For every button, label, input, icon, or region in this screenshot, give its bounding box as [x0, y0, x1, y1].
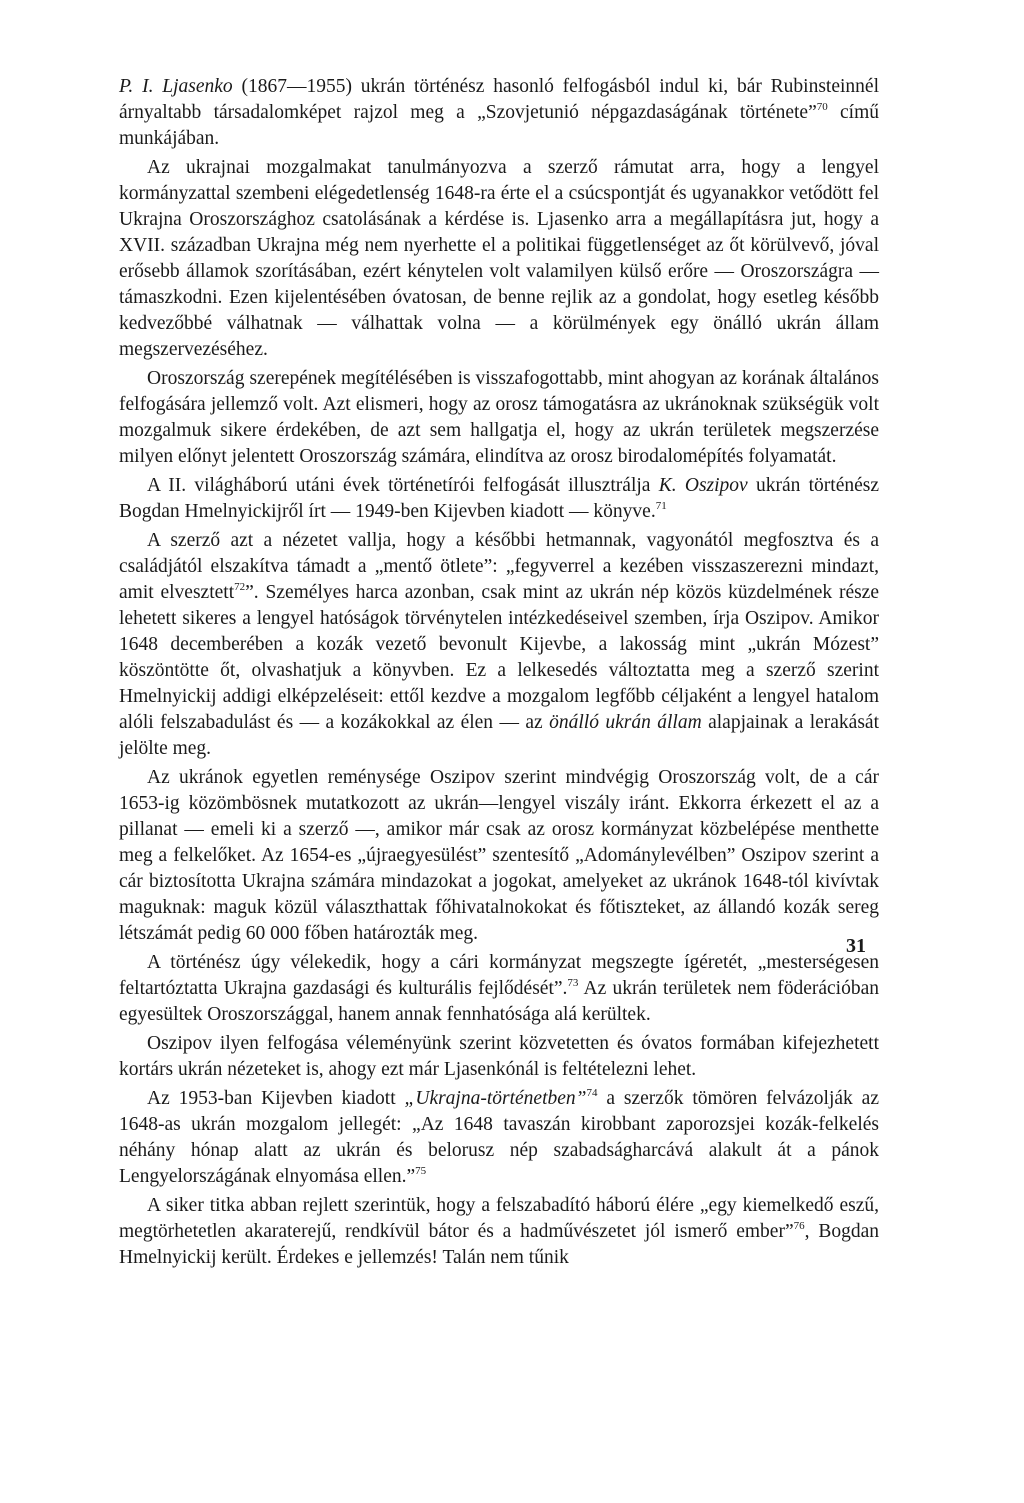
text-run: ukrán történész Bogdan Hmelnyickijről írt — 1949-ben Kijevben kiadott — könyve.: [119, 475, 880, 522]
text-run: alapjainak a lerakását jelölte meg.: [119, 712, 879, 759]
text-run: A történész úgy vélekedik, hogy a cári kormányzat megszegte ígéretét, „mesterségesen feltartóztatta Ukrajna gazdasági és kulturális fejlődését”.: [119, 952, 879, 999]
footnote-marker: 75: [415, 1165, 427, 1177]
text-run: (1867—1955) ukrán történész hasonló felfogásból indul ki, bár Rubinsteinnél árnyaltabb társadalomképet rajzol meg a „Szovjetunió népgazdaságának története”: [119, 76, 879, 123]
text-run: , Bogdan Hmelnyickij került. Érdekes e jellemzés! Talán nem tűnik: [119, 1221, 879, 1268]
text-run: A II. világháború utáni évek történetírói felfogását illusztrálja: [147, 475, 659, 496]
paragraph: [119, 1193, 879, 1271]
paragraph: [119, 1086, 879, 1190]
paragraph: [119, 366, 879, 470]
text-run: ”. Személyes harca azonban, csak mint az ukrán nép közös küzdelmének része lehetett sikeres a lengyel hatóságok törvénytelen intézkedéseivel szemben, írja Oszipov. Amikor 1648 decemberében a kozák vezető bevonult Kijevbe, a lakosság mint „ukrán Mózest” köszöntötte őt, olvashatjuk a könyvben. Ez a lelkesedés változtatta meg a szerző szerint Hmelnyickij addigi elképzeléseit: ettől kezdve a mozgalom legfőbb céljaként a lengyel hatalom alóli felszabadulást és — a kozákokkal az élen — az: [119, 582, 879, 733]
paragraph: [119, 528, 879, 762]
text-run: Az ukrán területek nem föderációban egyesültek Oroszországgal, hanem annak fennhatósága alá kerültek.: [119, 978, 879, 1025]
footnote-marker: 70: [816, 101, 828, 113]
page-number: 31: [846, 935, 866, 957]
footnote-marker: 72: [234, 581, 246, 593]
paragraph: [119, 473, 879, 525]
text-run: Az ukránok egyetlen reménysége Oszipov szerint mindvégig Oroszország volt, de a cár 1653-ig közömbösnek mutatkozott az ukrán—lengyel viszály iránt. Ekkorra érkezett el az a pillanat — emeli ki a szerző —, amikor már csak az orosz kormányzat közbelépése menthette meg a felkelőket. Az 1654-es „újraegyesülést” szentesítő „Adománylevélben” Oszipov szerint a cár biztosította Ukrajna számára mindazokat a jogokat, amelyeket az ukránok 1648-tól kivívtak maguknak: maguk közül választhattak főhivatalnokokat és főtiszteket, az állandó kozák sereg létszámát pedig 60 000 főben határozták meg.: [119, 767, 879, 944]
text-run: A siker titka abban rejlett szerintük, hogy a felszabadító háború élére „egy kiemelkedő eszű, megtörhetetlen akaraterejű, rendkívül bátor és a hadművészetet jól ismerő ember”: [119, 1195, 879, 1242]
paragraph: [119, 950, 879, 1028]
document-page: [119, 74, 879, 1274]
footnote-marker: 71: [655, 500, 667, 512]
footnote-marker: 73: [567, 977, 579, 989]
text-run: A szerző azt a nézetet vallja, hogy a későbbi hetmannak, vagyonától megfosztva és a családjától elszakítva támadt a „mentő ötlete”: „fegyverrel a kezében visszaszerezni mindazt, amit elvesztett: [119, 530, 879, 603]
italic-text: „Ukrajna-történetben”: [404, 1088, 587, 1109]
text-run: Oszipov ilyen felfogása véleményünk szerint közvetetten és óvatos formában kifejezhetett kortárs ukrán nézeteket is, ahogy ezt már Ljasenkónál is feltételezni lehet.: [119, 1033, 879, 1080]
text-run: Az ukrajnai mozgalmakat tanulmányozva a szerző rámutat arra, hogy a lengyel kormányzattal szembeni elégedetlenség 1648-ra érte el a csúcspontját és ugyanakkor vetődött fel Ukrajna Oroszországhoz csatolásának a kérdése is. Ljasenko arra a megállapításra jut, hogy a XVII. században Ukrajna még nem nyerhette el a politikai függetlenséget az őt körülvevő, jóval erősebb államok szorításában, ezért kénytelen volt valamilyen külső erőre — Oroszországra — támaszkodni. Ezen kijelentésében óvatosan, de benne rejlik az a gondolat, hogy esetleg később kedvezőbbé válhatnak — válhattak volna — a körülmények egy önálló ukrán állam megszervezéséhez.: [119, 157, 879, 360]
italic-text: önálló ukrán állam: [549, 712, 702, 733]
paragraph: [119, 74, 879, 152]
text-run: a szerzők tömören felvázolják az 1648-as ukrán mozgalom jellegét: „Az 1648 tavaszán kirobbant zaporozsjei kozák-felkelés néhány hónap alatt az ukrán és belorusz nép szabadságharcává alakult át a pánok Lengyelországának elnyomása ellen.”: [119, 1088, 879, 1187]
italic-text: K. Oszipov: [658, 475, 748, 496]
paragraph: [119, 1031, 879, 1083]
paragraph: [119, 155, 879, 363]
text-run: című munkájában.: [119, 102, 880, 149]
text-run: Oroszország szerepének megítélésében is visszafogottabb, mint ahogyan az korának általános felfogására jellemző volt. Azt elismeri, hogy az orosz támogatásra az ukránoknak szükségük volt mozgalmuk sikere érdekében, de azt sem hallgatja el, hogy az ukrán területek megszerzése milyen előnyt jelentett Oroszország számára, elindítva az orosz birodalomépítés folyamatát.: [119, 368, 879, 467]
italic-text: P. I. Ljasenko: [119, 76, 233, 97]
text-run: Az 1953-ban Kijevben kiadott: [147, 1088, 405, 1109]
paragraph: [119, 765, 879, 947]
footnote-marker: 74: [586, 1087, 598, 1099]
footnote-marker: 76: [793, 1220, 805, 1232]
